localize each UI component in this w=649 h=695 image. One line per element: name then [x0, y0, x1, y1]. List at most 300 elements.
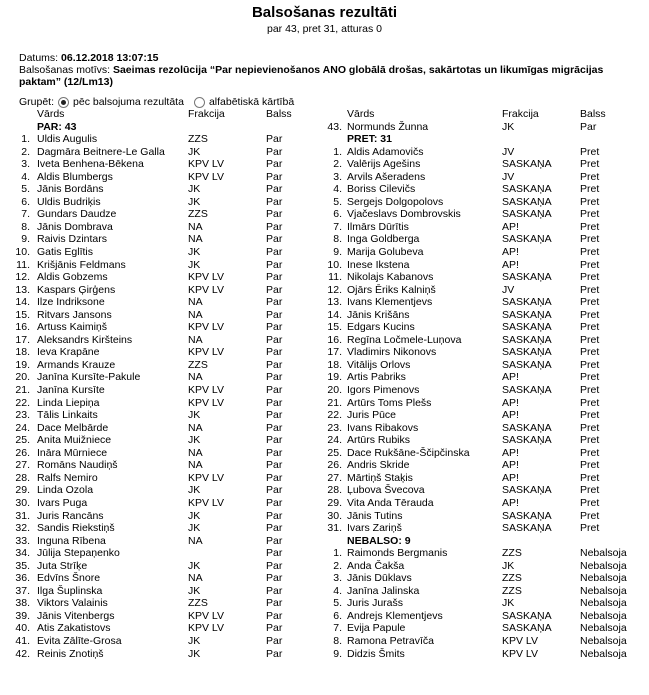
member-vote: Par	[266, 572, 283, 585]
member-name: Andrejs Klementjevs	[347, 609, 443, 622]
table-row	[0, 183, 320, 196]
member-name: Uldis Budriķis	[37, 195, 101, 208]
member-faction: SASKAŅA	[502, 484, 552, 497]
row-number: 11.	[16, 258, 30, 271]
member-name: Ilmārs Dūrītis	[347, 220, 409, 233]
member-faction: JV	[502, 145, 515, 158]
member-vote: Pret	[580, 509, 600, 522]
table-row	[320, 472, 649, 485]
member-faction: JK	[188, 647, 201, 660]
member-name: Regīna Ločmele-Luņova	[347, 333, 462, 346]
table-row	[320, 321, 649, 334]
member-vote: Par	[266, 597, 283, 610]
row-number: 26.	[327, 459, 342, 472]
row-number: 17.	[15, 333, 30, 346]
grouping-option-alphabetical[interactable]: alfabētiskā kārtībā	[208, 96, 295, 108]
col-header-name: Vārds	[347, 108, 375, 120]
member-vote: Par	[266, 183, 283, 196]
member-faction: SASKAŅA	[502, 233, 552, 246]
member-vote: Par	[266, 434, 283, 447]
member-faction: JK	[188, 559, 201, 572]
member-name: Linda Liepiņa	[37, 396, 100, 409]
member-name: Boriss Cilevičs	[347, 183, 416, 196]
member-name: Ojārs Ēriks Kalniņš	[347, 283, 436, 296]
member-faction: JK	[188, 258, 201, 271]
member-vote: Par	[266, 321, 283, 334]
member-faction: KPV LV	[188, 283, 224, 296]
member-vote: Par	[266, 509, 283, 522]
row-number: 27.	[327, 471, 342, 484]
member-faction: NA	[188, 371, 203, 384]
member-vote: Pret	[580, 296, 600, 309]
table-row	[320, 309, 649, 322]
member-vote: Par	[266, 471, 283, 484]
member-name: Ieva Krapāne	[37, 346, 100, 359]
member-faction: SASKAŅA	[502, 358, 552, 371]
row-number: 24.	[327, 434, 342, 447]
table-row	[0, 472, 320, 485]
member-faction: AP!	[502, 220, 519, 233]
member-vote: Nebalsoja	[580, 634, 627, 647]
row-number: 17.	[327, 346, 342, 359]
row-number: 1.	[333, 547, 342, 560]
motive-value: Saeimas rezolūcija “Par nepievienošanos ANO globālā drošas, sakārtotas un likumīgas migrācijas paktam” (12/Lm13)	[19, 64, 604, 88]
member-faction: SASKAŅA	[502, 195, 552, 208]
row-number: 28.	[15, 471, 30, 484]
member-name: Andris Skride	[347, 459, 410, 472]
member-vote: Nebalsoja	[580, 647, 627, 660]
table-row	[320, 648, 649, 661]
member-name: Aleksandrs Kiršteins	[37, 333, 133, 346]
table-row	[0, 585, 320, 598]
member-faction: JK	[188, 509, 201, 522]
member-vote: Par	[266, 246, 283, 259]
table-row	[0, 547, 320, 560]
row-number: 22.	[15, 396, 30, 409]
table-row	[0, 221, 320, 234]
table-row	[320, 447, 649, 460]
member-faction: ZZS	[188, 208, 208, 221]
member-vote: Pret	[580, 246, 600, 259]
member-name: Krišjānis Feldmans	[37, 258, 126, 271]
member-faction: SASKAŅA	[502, 509, 552, 522]
table-row	[0, 321, 320, 334]
radio-by-result[interactable]	[58, 97, 69, 108]
member-name: Janīna Kursīte	[37, 384, 105, 397]
member-name: Ivans Klementjevs	[347, 296, 433, 309]
table-row	[0, 233, 320, 246]
row-number: 32.	[15, 522, 30, 535]
table-row	[0, 384, 320, 397]
right-results-column	[320, 108, 649, 660]
member-name: Ivars Zariņš	[347, 522, 402, 535]
row-number: 2.	[333, 559, 342, 572]
member-name: Ināra Mūrniece	[37, 446, 108, 459]
member-name: Jānis Bordāns	[37, 183, 104, 196]
member-faction: SASKAŅA	[502, 208, 552, 221]
table-row	[0, 560, 320, 573]
member-vote: Par	[266, 145, 283, 158]
row-number: 7.	[333, 622, 342, 635]
member-vote: Pret	[580, 434, 600, 447]
member-name: Atis Zakatistovs	[37, 622, 111, 635]
member-vote: Par	[266, 634, 283, 647]
table-row	[0, 334, 320, 347]
member-vote: Pret	[580, 471, 600, 484]
table-row	[320, 484, 649, 497]
table-row	[0, 447, 320, 460]
member-faction: NA	[188, 534, 203, 547]
member-vote: Par	[266, 296, 283, 309]
table-row	[320, 522, 649, 535]
member-name: Jānis Dūklavs	[347, 572, 412, 585]
member-vote: Pret	[580, 421, 600, 434]
table-row	[320, 158, 649, 171]
member-vote: Nebalsoja	[580, 609, 627, 622]
table-row	[0, 284, 320, 297]
table-row	[320, 221, 649, 234]
member-faction: AP!	[502, 459, 519, 472]
row-number: 4.	[333, 183, 342, 196]
member-vote: Par	[266, 220, 283, 233]
member-name: Juris Jurašs	[347, 597, 404, 610]
member-faction: KPV LV	[188, 346, 224, 359]
member-vote: Pret	[580, 208, 600, 221]
member-vote: Nebalsoja	[580, 584, 627, 597]
row-number: 4.	[21, 170, 30, 183]
row-number: 43.	[327, 120, 342, 133]
member-name: Aldis Adamovičs	[347, 145, 424, 158]
member-faction: SASKAŅA	[502, 346, 552, 359]
member-name: Anita Muižniece	[37, 434, 112, 447]
motive-label: Balsošanas motīvs:	[19, 64, 111, 76]
member-faction: AP!	[502, 396, 519, 409]
table-row	[0, 397, 320, 410]
row-number: 5.	[21, 183, 30, 196]
member-vote: Pret	[580, 233, 600, 246]
member-faction: KPV LV	[188, 384, 224, 397]
table-row	[320, 572, 649, 585]
table-row	[320, 121, 649, 134]
member-vote: Pret	[580, 258, 600, 271]
member-vote: Par	[266, 308, 283, 321]
member-name: Marija Golubeva	[347, 246, 424, 259]
member-faction: SASKAŅA	[502, 296, 552, 309]
table-row	[0, 610, 320, 623]
member-vote: Par	[266, 622, 283, 635]
member-name: Evita Zālīte-Grosa	[37, 634, 122, 647]
table-row	[320, 246, 649, 259]
member-vote: Pret	[580, 283, 600, 296]
row-number: 16.	[327, 333, 342, 346]
table-row	[320, 359, 649, 372]
member-name: Aldis Gobzems	[37, 271, 108, 284]
member-faction: KPV LV	[188, 471, 224, 484]
radio-alphabetical[interactable]	[194, 97, 205, 108]
member-vote: Nebalsoja	[580, 597, 627, 610]
row-number: 3.	[21, 158, 30, 171]
member-name: Vjačeslavs Dombrovskis	[347, 208, 461, 221]
member-name: Raimonds Bergmanis	[347, 547, 448, 560]
member-faction: KPV LV	[502, 634, 538, 647]
table-row	[0, 359, 320, 372]
row-number: 7.	[21, 208, 30, 221]
member-name: Gatis Eglītis	[37, 246, 94, 259]
member-vote: Pret	[580, 333, 600, 346]
table-row	[320, 597, 649, 610]
table-row	[0, 484, 320, 497]
member-name: Ilze Indriksone	[37, 296, 105, 309]
member-faction: KPV LV	[502, 647, 538, 660]
member-vote: Par	[266, 158, 283, 171]
row-number: 12.	[15, 271, 30, 284]
row-number: 10.	[327, 258, 342, 271]
table-row	[320, 183, 649, 196]
member-faction: JK	[188, 522, 201, 535]
member-name: Aldis Blumbergs	[37, 170, 113, 183]
section-label: PAR: 43	[37, 120, 77, 133]
table-row	[320, 284, 649, 297]
row-number: 34.	[15, 547, 30, 560]
row-number: 12.	[327, 283, 342, 296]
table-row	[0, 259, 320, 272]
member-name: Ļubova Švecova	[347, 484, 425, 497]
member-faction: NA	[188, 220, 203, 233]
member-name: Viktors Valainis	[37, 597, 108, 610]
member-name: Ritvars Jansons	[37, 308, 112, 321]
member-vote: Par	[266, 283, 283, 296]
member-faction: KPV LV	[188, 271, 224, 284]
row-number: 26.	[15, 446, 30, 459]
table-row	[320, 409, 649, 422]
vote-summary: par 43, pret 31, atturas 0	[267, 23, 382, 35]
member-vote: Pret	[580, 321, 600, 334]
table-row	[320, 434, 649, 447]
member-faction: NA	[188, 233, 203, 246]
member-name: Nikolajs Kabanovs	[347, 271, 434, 284]
member-faction: NA	[188, 421, 203, 434]
table-row	[320, 196, 649, 209]
table-row	[0, 422, 320, 435]
member-name: Reinis Znotiņš	[37, 647, 104, 660]
member-name: Romāns Naudiņš	[37, 459, 118, 472]
row-number: 5.	[333, 597, 342, 610]
member-name: Dagmāra Beitnere-Le Galla	[37, 145, 165, 158]
member-faction: SASKAŅA	[502, 434, 552, 447]
member-vote: Nebalsoja	[580, 559, 627, 572]
member-name: Raivis Dzintars	[37, 233, 108, 246]
member-name: Inga Goldberga	[347, 233, 420, 246]
member-vote: Par	[266, 396, 283, 409]
row-number: 40.	[15, 622, 30, 635]
member-vote: Pret	[580, 170, 600, 183]
row-number: 11.	[328, 271, 342, 284]
member-faction: JK	[188, 409, 201, 422]
row-number: 3.	[333, 170, 342, 183]
member-faction: JK	[188, 183, 201, 196]
row-number: 30.	[327, 509, 342, 522]
member-name: Vitālijs Orlovs	[347, 358, 411, 371]
row-number: 8.	[21, 220, 30, 233]
member-name: Edgars Kucins	[347, 321, 415, 334]
grouping-option-result[interactable]: pēc balsojuma rezultāta	[73, 96, 184, 108]
member-vote: Pret	[580, 409, 600, 422]
grouping-label: Grupēt:	[19, 96, 55, 108]
member-vote: Nebalsoja	[580, 547, 627, 560]
member-name: Gundars Daudze	[37, 208, 117, 221]
row-number: 9.	[21, 233, 30, 246]
member-vote: Par	[266, 609, 283, 622]
row-number: 25.	[15, 434, 30, 447]
member-name: Juris Pūce	[347, 409, 397, 422]
member-faction: JK	[188, 584, 201, 597]
member-vote: Pret	[580, 220, 600, 233]
row-number: 3.	[333, 572, 342, 585]
row-number: 10.	[15, 246, 30, 259]
member-faction: SASKAŅA	[502, 183, 552, 196]
member-vote: Par	[266, 346, 283, 359]
member-vote: Pret	[580, 396, 600, 409]
row-number: 41.	[15, 634, 30, 647]
member-vote: Pret	[580, 446, 600, 459]
page-title: Balsošanas rezultāti	[251, 4, 398, 21]
member-name: Iveta Benhena-Bēkena	[37, 158, 144, 171]
table-row	[0, 133, 320, 146]
row-number: 24.	[15, 421, 30, 434]
member-vote: Par	[266, 258, 283, 271]
member-faction: ZZS	[188, 358, 208, 371]
table-row	[0, 635, 320, 648]
member-faction: SASKAŅA	[502, 308, 552, 321]
col-header-name: Vārds	[37, 108, 65, 120]
table-row	[320, 635, 649, 648]
member-name: Artūrs Toms Plešs	[347, 396, 432, 409]
member-vote: Par	[266, 208, 283, 221]
row-number: 5.	[333, 195, 342, 208]
member-vote: Pret	[580, 308, 600, 321]
section-header	[0, 121, 320, 134]
row-number: 1.	[333, 145, 342, 158]
date-label: Datums:	[19, 52, 59, 64]
table-row	[320, 233, 649, 246]
row-number: 33.	[15, 534, 30, 547]
member-faction: NA	[188, 296, 203, 309]
member-vote: Pret	[580, 371, 600, 384]
table-row	[0, 648, 320, 661]
member-faction: AP!	[502, 446, 519, 459]
member-name: Ilga Šuplinska	[37, 584, 103, 597]
row-number: 8.	[333, 233, 342, 246]
table-row	[320, 334, 649, 347]
member-name: Jānis Tutins	[347, 509, 403, 522]
member-faction: NA	[188, 333, 203, 346]
member-faction: SASKAŅA	[502, 271, 552, 284]
row-number: 14.	[15, 296, 30, 309]
member-name: Jānis Vitenbergs	[37, 609, 115, 622]
member-name: Edvīns Šnore	[37, 572, 101, 585]
row-number: 36.	[15, 572, 30, 585]
row-number: 35.	[15, 559, 30, 572]
member-vote: Par	[266, 559, 283, 572]
table-row	[0, 196, 320, 209]
member-vote: Nebalsoja	[580, 622, 627, 635]
member-faction: AP!	[502, 258, 519, 271]
member-vote: Par	[266, 484, 283, 497]
member-name: Sergejs Dolgopolovs	[347, 195, 444, 208]
member-faction: SASKAŅA	[502, 622, 552, 635]
member-vote: Par	[266, 195, 283, 208]
row-number: 37.	[15, 584, 30, 597]
col-header-vote: Balss	[580, 108, 606, 120]
member-faction: NA	[188, 446, 203, 459]
table-row	[320, 585, 649, 598]
member-vote: Pret	[580, 271, 600, 284]
member-faction: JK	[188, 634, 201, 647]
table-row	[0, 158, 320, 171]
row-number: 18.	[15, 346, 30, 359]
row-number: 20.	[15, 371, 30, 384]
member-faction: JV	[502, 283, 515, 296]
row-number: 19.	[327, 371, 342, 384]
member-name: Jānis Krišāns	[347, 308, 410, 321]
member-vote: Pret	[580, 158, 600, 171]
table-row	[320, 171, 649, 184]
member-name: Juta Strīķe	[37, 559, 88, 572]
member-faction: ZZS	[188, 597, 208, 610]
member-name: Uldis Augulis	[37, 133, 98, 146]
row-number: 8.	[333, 634, 342, 647]
row-number: 2.	[333, 158, 342, 171]
member-name: Armands Krauze	[37, 358, 116, 371]
table-row	[320, 371, 649, 384]
table-row	[320, 346, 649, 359]
member-vote: Par	[266, 496, 283, 509]
row-number: 6.	[333, 609, 342, 622]
member-faction: KPV LV	[188, 396, 224, 409]
motive-line	[19, 64, 629, 88]
member-vote: Par	[266, 421, 283, 434]
table-row	[0, 597, 320, 610]
section-header	[320, 133, 649, 146]
member-vote: Par	[266, 409, 283, 422]
row-number: 28.	[327, 484, 342, 497]
member-name: Valērijs Agešins	[347, 158, 421, 171]
member-faction: NA	[188, 308, 203, 321]
row-number: 29.	[15, 484, 30, 497]
member-vote: Pret	[580, 195, 600, 208]
table-row	[0, 171, 320, 184]
row-number: 29.	[327, 496, 342, 509]
member-vote: Par	[266, 384, 283, 397]
table-row	[0, 146, 320, 159]
member-vote: Par	[580, 120, 597, 133]
member-faction: SASKAŅA	[502, 333, 552, 346]
member-name: Jūlija Stepaņenko	[37, 547, 120, 560]
member-vote: Pret	[580, 522, 600, 535]
member-name: Inguna Rībena	[37, 534, 106, 547]
row-number: 13.	[15, 283, 30, 296]
member-faction: AP!	[502, 409, 519, 422]
member-name: Kaspars Ģirģens	[37, 283, 116, 296]
member-name: Juris Rancāns	[37, 509, 104, 522]
member-name: Didzis Šmits	[347, 647, 405, 660]
table-row	[320, 547, 649, 560]
member-name: Janīna Kursīte-Pakule	[37, 371, 141, 384]
member-vote: Par	[266, 547, 283, 560]
date-line	[19, 52, 159, 64]
member-vote: Nebalsoja	[580, 572, 627, 585]
table-row	[320, 610, 649, 623]
